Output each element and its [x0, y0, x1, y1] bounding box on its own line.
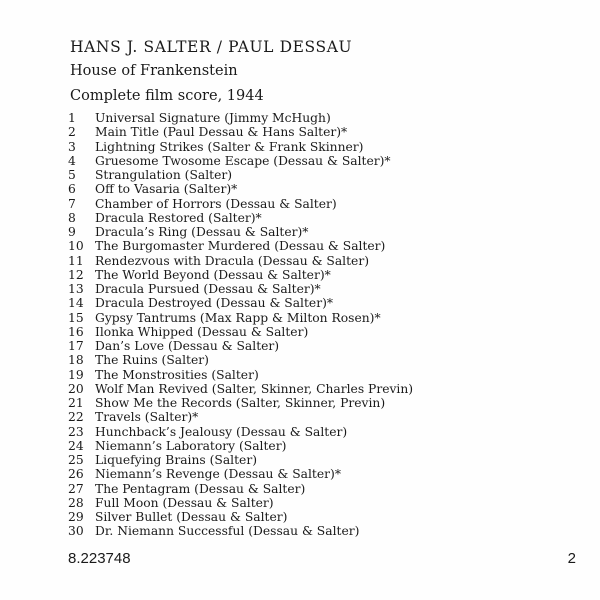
- track-title: Dracula Restored (Salter)*: [95, 210, 262, 225]
- track-title: Main Title (Paul Dessau & Hans Salter)*: [95, 125, 348, 140]
- track-number: 20: [68, 381, 84, 396]
- track-number: 1: [68, 111, 76, 125]
- track-title: Universal Signature (Jimmy McHugh): [95, 111, 331, 125]
- track-number: 8: [68, 210, 76, 225]
- track-title: The Burgomaster Murdered (Dessau & Salter): [95, 239, 386, 254]
- track-row: [68, 182, 413, 196]
- composers-heading: HANS J. SALTER / PAUL DESSAU: [70, 38, 353, 56]
- track-title: Dr. Niemann Successful (Dessau & Salter): [95, 524, 360, 539]
- track-row: [68, 425, 413, 439]
- track-number: 5: [68, 168, 76, 182]
- track-row: [68, 239, 413, 253]
- track-number: 13: [68, 282, 84, 296]
- track-number: 14: [68, 296, 84, 311]
- track-title: Dracula’s Ring (Dessau & Salter)*: [95, 225, 309, 239]
- track-row: [68, 524, 413, 538]
- track-row: [68, 282, 413, 296]
- track-row: [68, 496, 413, 510]
- track-row: [68, 254, 413, 268]
- track-number: 6: [68, 182, 76, 197]
- track-title: Gypsy Tantrums (Max Rapp & Milton Rosen)*: [95, 310, 381, 325]
- track-row: [68, 325, 413, 339]
- track-title: The Ruins (Salter): [95, 353, 209, 368]
- track-number: 9: [68, 225, 76, 239]
- track-row: [68, 125, 413, 139]
- track-title: The Pentagram (Dessau & Salter): [95, 481, 306, 496]
- track-row: [68, 382, 413, 396]
- track-row: [68, 296, 413, 310]
- track-number: 28: [68, 495, 84, 510]
- track-row: [68, 225, 413, 239]
- track-row: [68, 353, 413, 367]
- track-title: Niemann’s Laboratory (Salter): [95, 438, 287, 453]
- track-row: [68, 453, 413, 467]
- track-number: 3: [68, 139, 76, 154]
- track-number: 12: [68, 267, 84, 282]
- track-title: Silver Bullet (Dessau & Salter): [95, 510, 288, 524]
- track-row: [68, 168, 413, 182]
- track-title: Full Moon (Dessau & Salter): [95, 495, 274, 510]
- track-number: 23: [68, 424, 84, 439]
- track-number: 22: [68, 410, 84, 425]
- track-title: Liquefying Brains (Salter): [95, 453, 257, 467]
- track-row: [68, 510, 413, 524]
- track-title: Dracula Destroyed (Dessau & Salter)*: [95, 296, 334, 311]
- track-title: Dan’s Love (Dessau & Salter): [95, 339, 280, 353]
- page-number: 2: [567, 550, 576, 567]
- track-title: Rendezvous with Dracula (Dessau & Salter): [95, 253, 370, 268]
- track-row: [68, 439, 413, 453]
- track-number: 27: [68, 481, 84, 496]
- track-row: [68, 268, 413, 282]
- track-number: 29: [68, 510, 84, 524]
- track-row: [68, 111, 413, 125]
- track-title: Strangulation (Salter): [95, 168, 233, 182]
- track-title: Gruesome Twosome Escape (Dessau & Salter)*: [95, 153, 391, 168]
- track-number: 17: [68, 339, 84, 353]
- track-title: Lightning Strikes (Salter & Frank Skinner): [95, 139, 364, 154]
- track-row: [68, 396, 413, 410]
- track-number: 2: [68, 125, 76, 140]
- track-number: 19: [68, 367, 84, 382]
- track-number: 7: [68, 196, 76, 211]
- track-number: 24: [68, 438, 84, 453]
- track-number: 18: [68, 353, 84, 368]
- track-number: 21: [68, 396, 84, 410]
- track-row: [68, 410, 413, 424]
- track-number: 10: [68, 239, 84, 254]
- track-row: [68, 140, 413, 154]
- track-row: [68, 211, 413, 225]
- track-row: [68, 368, 413, 382]
- track-title: The World Beyond (Dessau & Salter)*: [95, 267, 331, 282]
- track-title: Chamber of Horrors (Dessau & Salter): [95, 196, 337, 211]
- track-row: [68, 467, 413, 481]
- track-title: The Monstrosities (Salter): [95, 367, 259, 382]
- track-title: Show Me the Records (Salter, Skinner, Previn): [95, 396, 386, 410]
- track-number: 4: [68, 153, 76, 168]
- track-title: Travels (Salter)*: [95, 410, 199, 425]
- track-title: Niemann’s Revenge (Dessau & Salter)*: [95, 467, 341, 482]
- track-title: Ilonka Whipped (Dessau & Salter): [95, 324, 309, 339]
- track-number: 11: [68, 253, 84, 268]
- track-title: Hunchback’s Jealousy (Dessau & Salter): [95, 424, 348, 439]
- score-subtitle: Complete film score, 1944: [70, 88, 264, 104]
- track-number: 26: [68, 467, 84, 482]
- track-row: [68, 154, 413, 168]
- catalog-number: 8.223748: [68, 550, 131, 567]
- track-list: [68, 111, 413, 539]
- track-title: Dracula Pursued (Dessau & Salter)*: [95, 282, 321, 296]
- track-row: [68, 482, 413, 496]
- track-number: 30: [68, 524, 84, 539]
- film-title: House of Frankenstein: [70, 63, 238, 79]
- track-number: 25: [68, 453, 84, 467]
- track-number: 16: [68, 324, 84, 339]
- track-number: 15: [68, 310, 84, 325]
- track-row: [68, 339, 413, 353]
- track-row: [68, 311, 413, 325]
- track-title: Wolf Man Revived (Salter, Skinner, Charles Previn): [95, 381, 414, 396]
- track-title: Off to Vasaria (Salter)*: [95, 182, 238, 197]
- track-row: [68, 197, 413, 211]
